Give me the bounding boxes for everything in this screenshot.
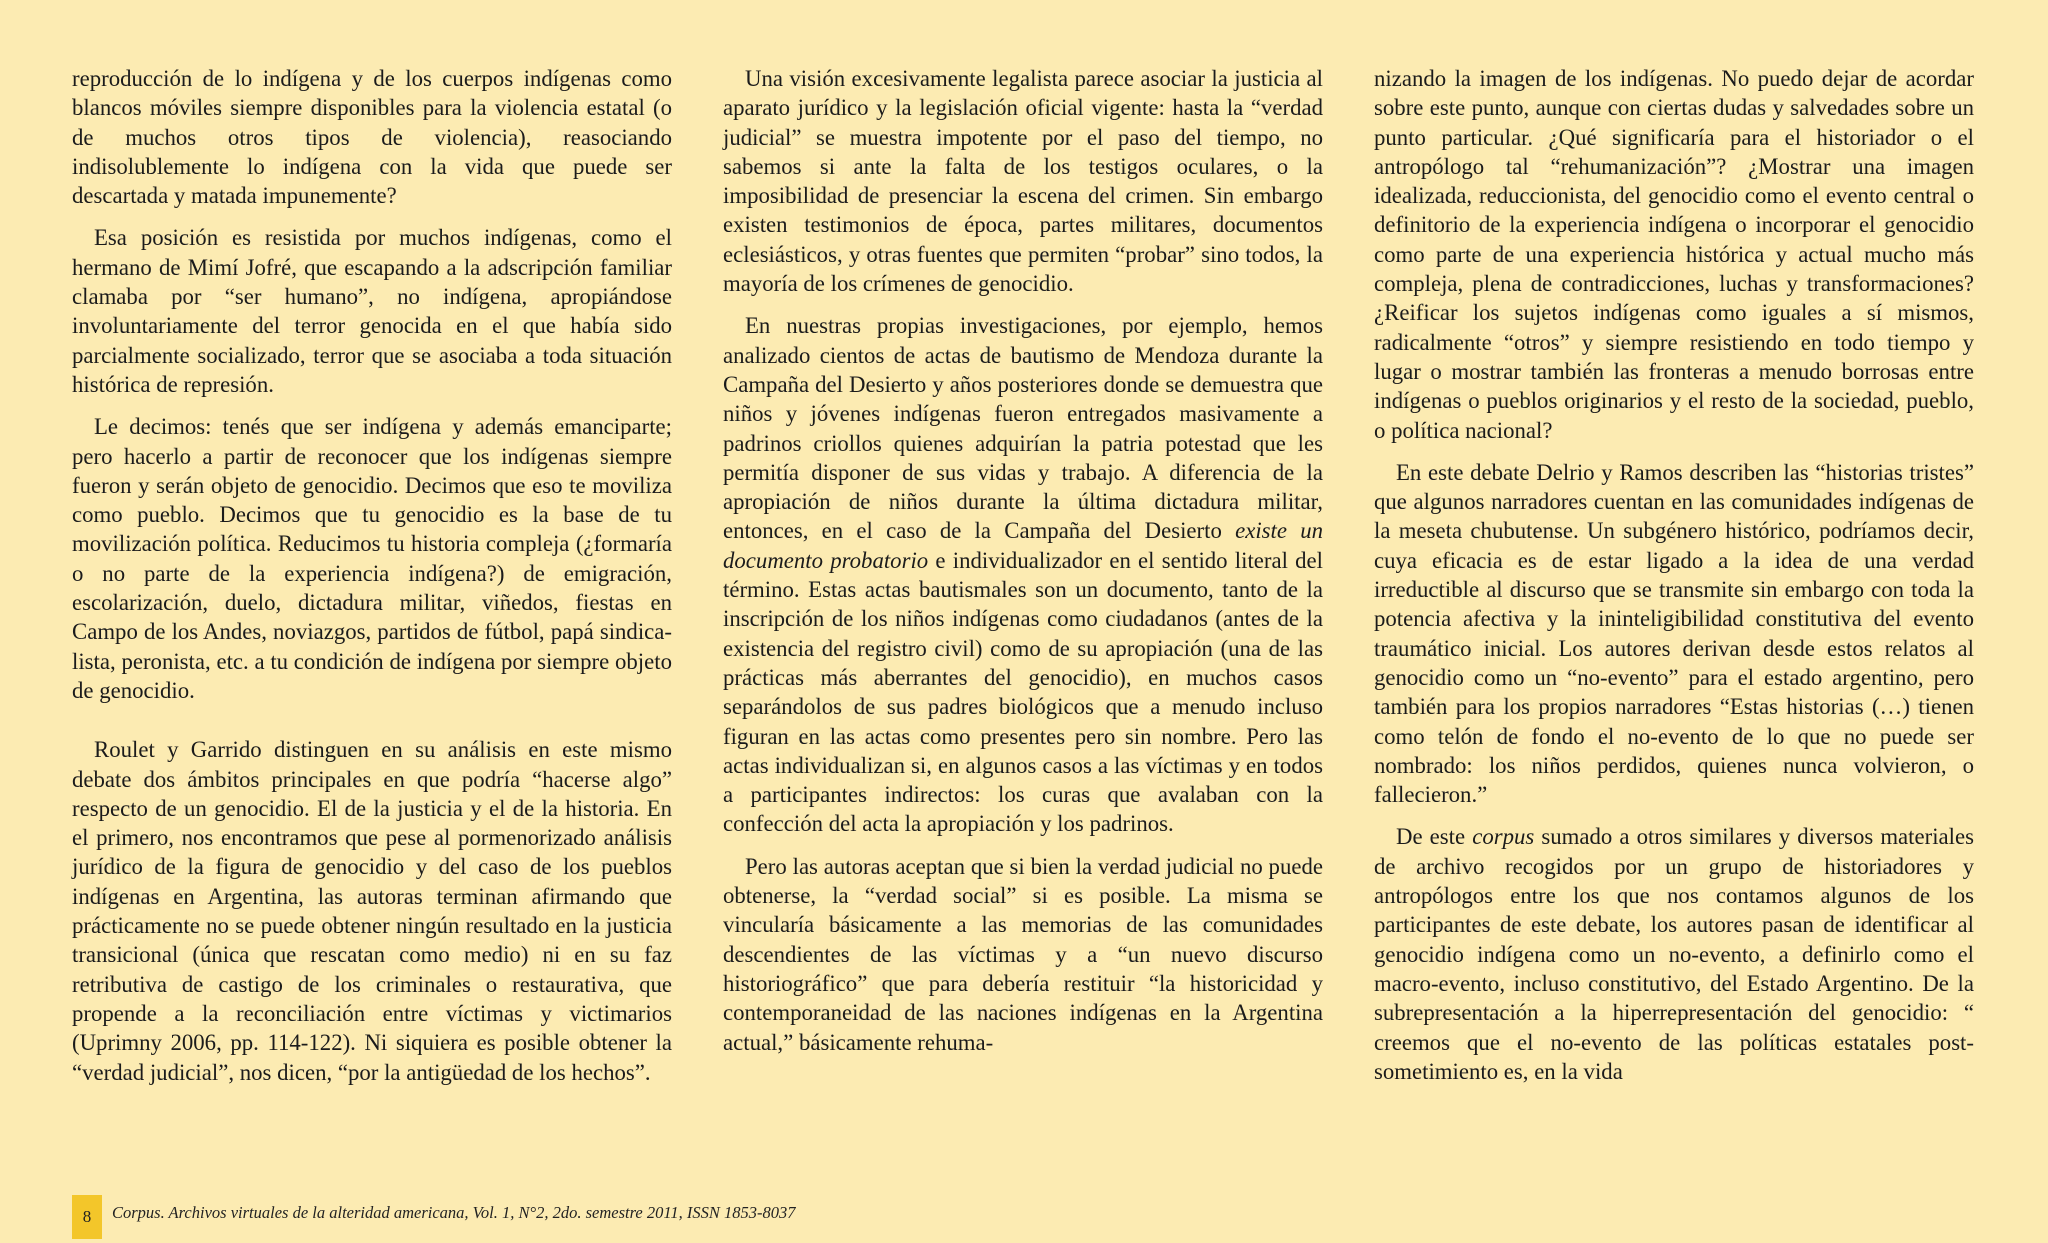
text-column-2 [723,64,1323,1057]
paragraph: Pero las autoras aceptan que si bien la verdad judicial no puede obtenerse, la “verdad social” si es posible. La misma se vincularía básicamente a las memorias de las comunidades descendientes de las víctimas y a “un nuevo discurso historiográfico” que para debería restituir “la historicidad y contemporaneidad de las naciones indígenas en la Argentina actual,” básicamente rehuma- [723,853,1323,1055]
text-column-3 [1374,64,1974,1086]
paragraph: Una visión excesivamente legalista parece asociar la justicia al aparato jurídico y la legislación oficial vigente: hasta la “verdad judicial” se muestra impotente por el paso del tiempo, no sabemos si ante la falta de los testigos oculares, o la imposibilidad de presenciar la escena del crimen. Sin embargo existen testimonios de época, partes militares, documentos eclesiásticos, y otras fuentes que permiten “probar” sino todos, la mayoría de los crímenes de genocidio. [723,66,1323,297]
page-number: 8 [72,1195,102,1239]
paragraph: reproducción de lo indígena y de los cuerpos indígenas como blancos móviles siempre disponibles para la violencia estatal (o de muchos otros tipos de violencia), reasociando indisolublemente lo indígena con la vida que puede ser descartada y matada impunemente? [72,66,672,209]
emphasis-text: existe un documento probatorio [723,518,1324,573]
paragraph-text: De este [1396,824,1466,850]
page-footer [72,1197,796,1229]
paragraph-text: sumado a otros similares y diversos materiales de archivo recogidos por un grupo de historiadores y antropólogos entre los que nos contamos algunos de los participantes de este debate, los autores pasan de identificar al genocidio indígena como un no-evento, a definirlo como el macro-evento, incluso constitutivo, del Estado Argentino. De la subrepresentación a la hiperrepresentación del genocidio: “ creemos que el no-evento de las políticas estatales post-sometimiento es, en la vida [1374,824,1974,1084]
paragraph: En este debate Delrio y Ramos describen las “historias tristes” que algunos narradores cuentan en las comunidades indígenas de la meseta chubutense. Un subgénero histórico, podríamos decir, cuya eficacia es de estar ligado a la idea de una verdad irreductible al discurso que se transmite sin embargo con toda la potencia afectiva y la ininteligibilidad constitutiva del evento traumático inicial. Los autores derivan desde estos relatos al genocidio como un “no-evento” para el estado argentino, pero también para los propios narradores “Estas historias (…) tienen como telón de fondo el no-evento de lo que no puede ser nombrado: los niños perdidos, quienes nunca volvieron, o fallecieron.” [1374,459,1974,808]
journal-citation: Corpus. Archivos virtuales de la alteridad americana, Vol. 1, N°2, 2do. semestre 2011, ISSN 1853-8037 [112,1203,796,1222]
text-column-1 [72,64,672,1087]
paragraph: Roulet y Garrido distinguen en su análisis en este mismo debate dos ámbitos principales en que podría “hacerse algo” respecto de un genocidio. El de la justicia y el de la historia. En el primero, nos encontramos que pese al pormenorizado análisis jurídico de la figura de genocidio y del caso de los pueblos indígenas en Argentina, las autoras terminan afirmando que prácticamente no se puede obtener ningún resultado en la justicia transicional (única que rescatan como medio) ni en su faz retributiva de castigo de los criminales o restaurativa, que propende a la reconciliación entre víctimas y victimarios (Uprimny 2006, pp. 114-122). Ni siquiera es posible obtener la “verdad judicial”, nos dicen, “por la antigüedad de los hechos”. [72,737,672,1085]
paragraph: nizando la imagen de los indígenas. No puedo dejar de acordar sobre este punto, aunque con ciertas dudas y salvedades sobre un punto particular. ¿Qué significaría para el historiador o el antropólogo tal “rehumanización”? ¿Mostrar una imagen idealizada, reduccionista, del genocidio como el evento central o definitorio de la experiencia indígena o incorporar el genocidio como parte de una experiencia histórica y actual mucho más compleja, plena de contradicciones, luchas y transformaciones? ¿Reificar los sujetos indígenas como iguales a sí mismos, radicalmente “otros” y siempre resistiendo en todo tiempo y lugar o mostrar también las fronteras a menudo borrosas entre indígenas o pueblos originarios y el resto de la sociedad, pueblo, o política nacional? [1374,66,1974,443]
paragraph [723,311,1323,838]
paragraph-text: En nuestras propias investigaciones, por ejemplo, hemos analizado cientos de actas de bautismo de Mendoza durante la Campaña del Desierto y años posteriores donde se demuestra que niños y jóvenes indígenas fueron entregados masivamente a padrinos criollos quienes adquirían la patria potestad que les permitía disponer de sus vidas y trabajo. A diferencia de la apropiación de niños durante la última dictadura militar, entonces, en el caso de la Campaña del Desierto [723,313,1323,544]
paragraph-text: e individualizador en el sentido literal del término. Estas actas bautismales son un documento, tanto de la inscripción de los niños indígenas como ciudadanos (antes de la existencia del registro civil) como de su apropiación (una de las prácticas más aberrantes del genocidio), en muchos casos separándolos de sus padres biológicos que a menudo incluso figuran en las actas como presentes pero sin nombre. Pero las actas individualizan si, en algunos casos a las víctimas y en todos a participantes indirectos: los curas que avalaban con la confección del acta la apropiación y los padrinos. [723,547,1323,837]
paragraph [1374,822,1974,1086]
paragraph: Esa posición es resistida por muchos indígenas, como el hermano de Mimí Jofré, que escapando a la adscripción familiar clamaba por “ser humano”, no indígena, apropiándose involuntariamente del terror genocida en el que había sido parcialmente socializado, terror que se asociaba a toda situación histórica de represión. [72,225,672,397]
emphasis-text: corpus [1472,824,1535,850]
paragraph: Le decimos: tenés que ser indígena y además emanciparte; pero hacerlo a partir de reconocer que los indígenas siempre fueron y serán objeto de genocidio. Decimos que eso te moviliza como pueblo. Decimos que tu genocidio es la base de tu movilización política. Reducimos tu historia compleja (¿formaría o no parte de la experiencia indígena?) de emigración, escolarización, duelo, dictadura militar, viñedos, fiestas en Campo de los Andes, noviazgos, partidos de fútbol, papá sindicalista, peronista, etc. a tu condición de indígena por siempre objeto de genocidio. [72,414,672,703]
